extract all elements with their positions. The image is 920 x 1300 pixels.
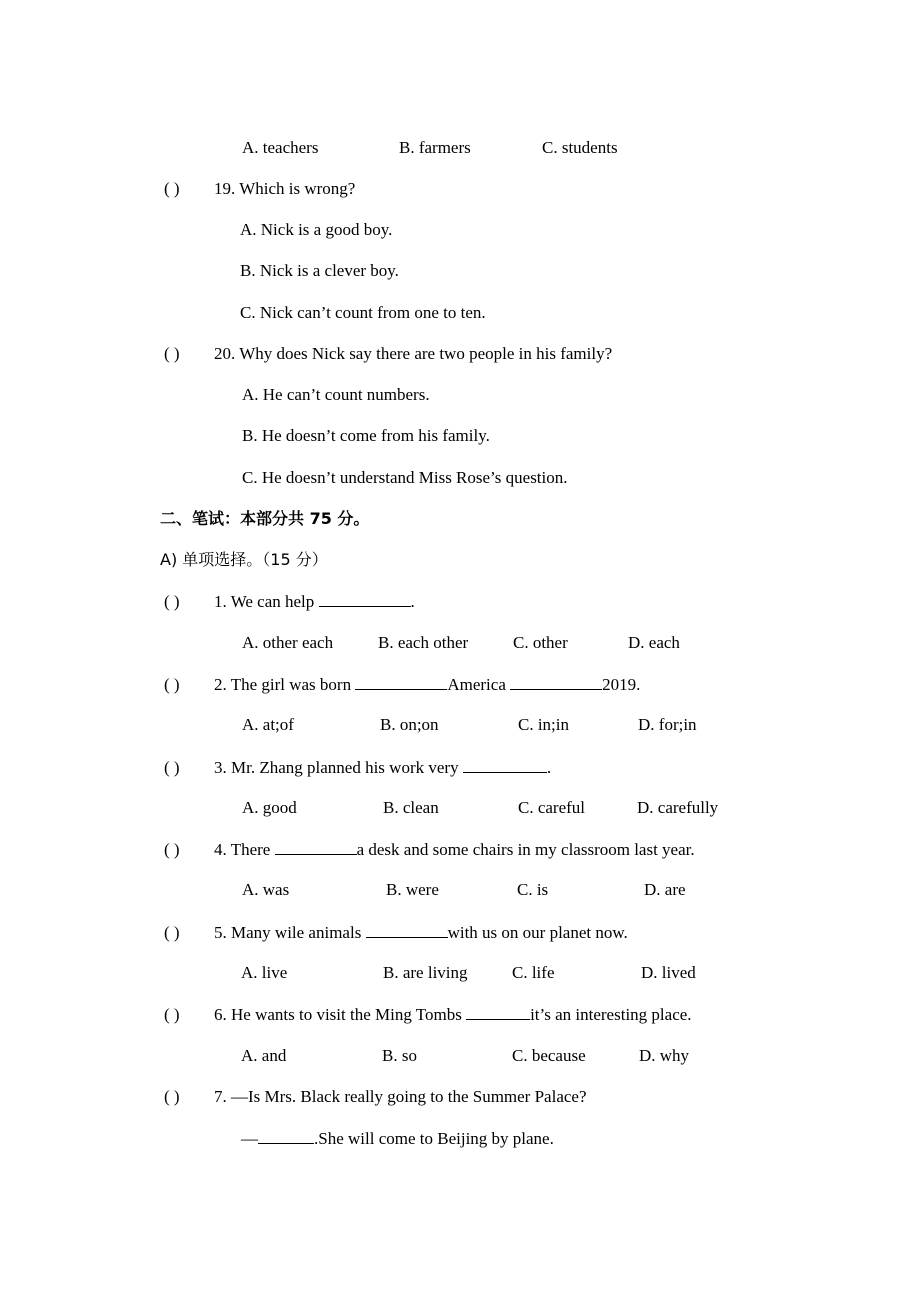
answer-paren[interactable]: ( ) (164, 592, 180, 611)
q20-text: 20. Why does Nick say there are two people in his family? (214, 344, 613, 363)
answer-blank[interactable] (366, 921, 448, 938)
option-c: C. is (517, 880, 549, 899)
question-7-reply (241, 1127, 554, 1150)
option-a: A. and (241, 1046, 287, 1065)
question-4 (164, 838, 695, 861)
option-c: C. other (513, 633, 568, 652)
question-6 (164, 1003, 692, 1026)
question-text: 6. He wants to visit the Ming Tombs (214, 1005, 467, 1024)
question-text-end: 2019. (602, 675, 641, 694)
option-a: A. at;of (242, 715, 294, 734)
option-d: D. each (628, 633, 680, 652)
option-c: C. because (512, 1046, 586, 1065)
q20-option-b: B. He doesn’t come from his family. (242, 426, 490, 445)
question-text: 1. We can help (214, 592, 319, 611)
option-b: B. were (386, 880, 439, 899)
answer-blank[interactable] (510, 673, 602, 690)
option-c: C. careful (518, 798, 586, 817)
option-b: B. clean (383, 798, 439, 817)
q18-option-b: B. farmers (399, 138, 471, 157)
answer-paren[interactable]: ( ) (164, 758, 180, 777)
question-text: 3. Mr. Zhang planned his work very (214, 758, 463, 777)
question-text-end: it’s an interesting place. (530, 1005, 692, 1024)
reply-text: .She will come to Beijing by plane. (314, 1129, 554, 1148)
question-text-end: . (410, 592, 415, 611)
q20-option-a: A. He can’t count numbers. (242, 385, 430, 404)
question-text-end: with us on our planet now. (447, 923, 628, 942)
option-b: B. each other (378, 633, 469, 652)
option-d: D. are (644, 880, 686, 899)
option-a: A. good (242, 798, 297, 817)
q19-option-b: B. Nick is a clever boy. (240, 261, 399, 280)
option-d: D. why (639, 1046, 690, 1065)
q19-stem (164, 178, 355, 200)
option-c: C. in;in (518, 715, 570, 734)
answer-blank[interactable] (258, 1127, 314, 1144)
q20-option-c: C. He doesn’t understand Miss Rose’s question. (242, 468, 568, 487)
q18-option-c: C. students (542, 138, 618, 157)
option-c: C. life (512, 963, 555, 982)
q18-option-a: A. teachers (242, 138, 319, 157)
answer-blank[interactable] (463, 756, 547, 773)
question-5 (164, 921, 628, 944)
question-text-end: a desk and some chairs in my classroom last year. (356, 840, 695, 859)
q20-stem (164, 343, 612, 365)
question-text-end: . (546, 758, 552, 777)
answer-blank[interactable] (466, 1003, 530, 1020)
question-text: 2. The girl was born (214, 675, 356, 694)
question-text: 7. —Is Mrs. Black really going to the Summer Palace? (214, 1087, 587, 1106)
answer-paren[interactable]: ( ) (164, 1005, 180, 1024)
section-heading: 二、笔试：本部分共 75 分。 (160, 509, 370, 528)
answer-blank[interactable] (275, 838, 357, 855)
option-a: A. was (242, 880, 290, 899)
answer-paren[interactable]: ( ) (164, 179, 180, 198)
option-a: A. live (241, 963, 288, 982)
option-d: D. for;in (638, 715, 697, 734)
question-text: 4. There (214, 840, 275, 859)
answer-paren[interactable]: ( ) (164, 675, 180, 694)
option-b: B. so (382, 1046, 417, 1065)
question-2 (164, 673, 640, 696)
q19-option-c: C. Nick can’t count from one to ten. (240, 303, 486, 322)
option-d: D. carefully (637, 798, 719, 817)
part-a-heading: A) 单项选择。（15 分） (160, 550, 328, 569)
question-7 (164, 1086, 587, 1108)
answer-blank[interactable] (355, 673, 447, 690)
option-b: B. are living (383, 963, 468, 982)
question-3 (164, 756, 551, 779)
q19-text: 19. Which is wrong? (214, 179, 356, 198)
answer-paren[interactable]: ( ) (164, 1087, 180, 1106)
question-text-mid: America (447, 675, 511, 694)
answer-paren[interactable]: ( ) (164, 840, 180, 859)
question-text: 5. Many wile animals (214, 923, 366, 942)
option-d: D. lived (641, 963, 696, 982)
q19-option-a: A. Nick is a good boy. (240, 220, 393, 239)
reply-dash: — (241, 1129, 258, 1148)
option-a: A. other each (242, 633, 334, 652)
answer-blank[interactable] (319, 590, 411, 607)
answer-paren[interactable]: ( ) (164, 344, 180, 363)
question-1 (164, 590, 415, 613)
answer-paren[interactable]: ( ) (164, 923, 180, 942)
option-b: B. on;on (380, 715, 439, 734)
